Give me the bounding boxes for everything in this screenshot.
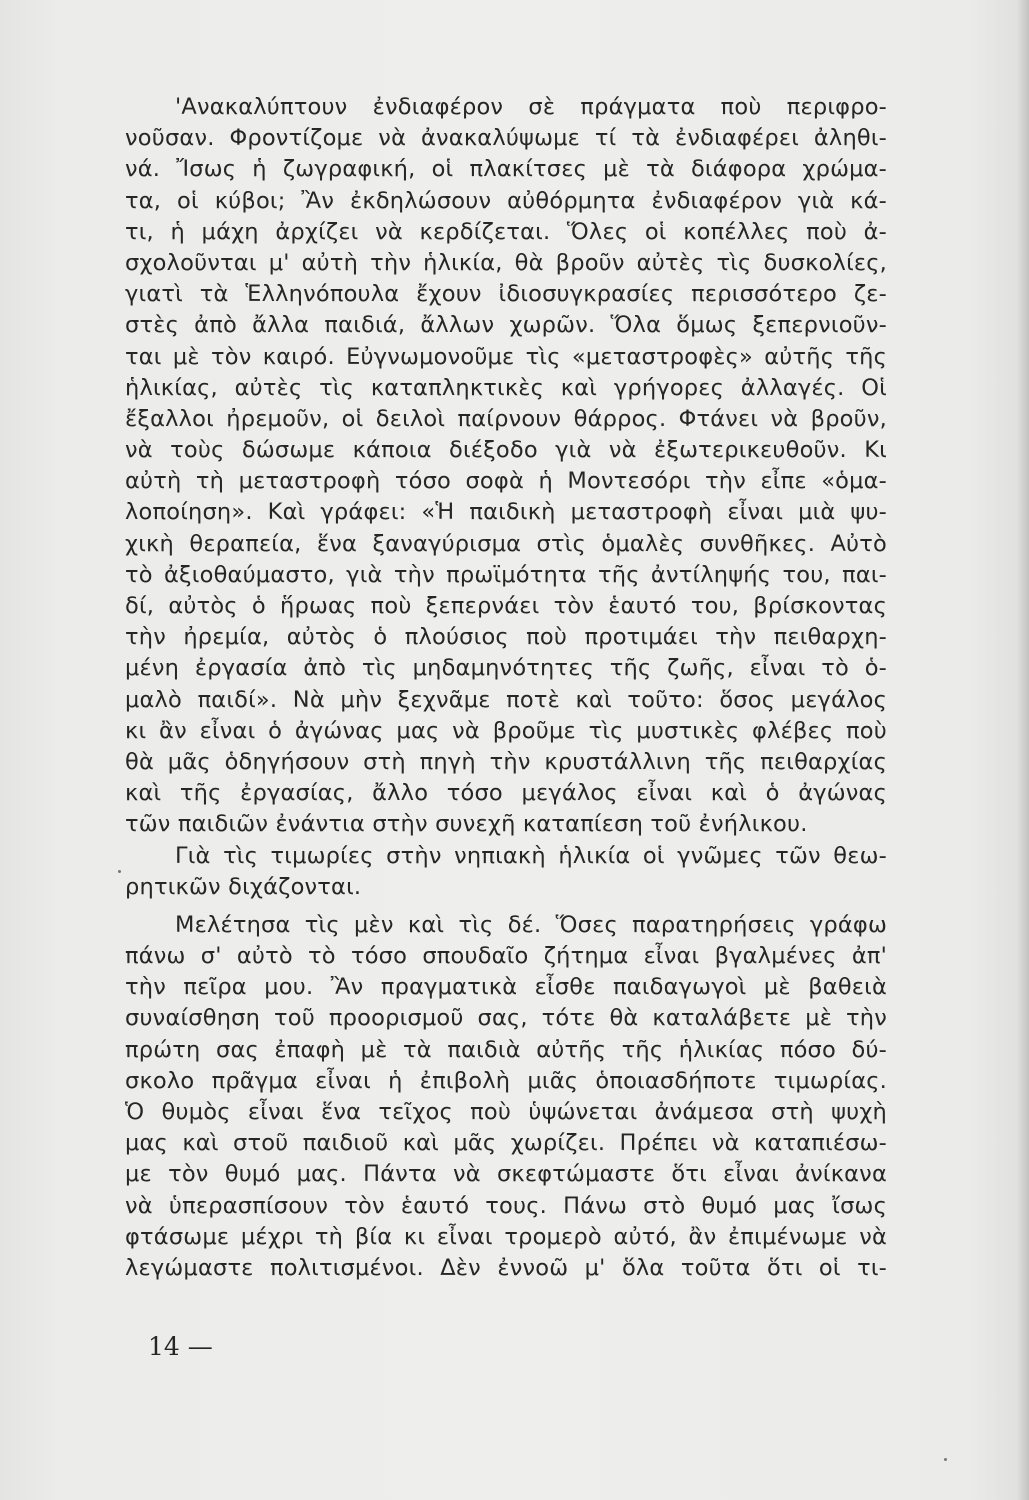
text-line: μαλὸ παιδί». Νὰ μὴν ξεχνᾶμε ποτὲ καὶ τοῦτο: ὅσος μεγάλος	[125, 686, 887, 713]
text-line: με τὸν θυμό μας. Πάντα νὰ σκεφτώμαστε ὅτι εἶναι ἀνίκανα	[125, 1161, 887, 1188]
text-line: Ὁ θυμὸς εἶναι ἕνα τεῖχος ποὺ ὑψώνεται ἀνάμεσα στὴ ψυχὴ	[125, 1099, 887, 1125]
text-line: ἔξαλλοι ἠρεμοῦν, οἱ δειλοὶ παίρνουν θάρρος. Φτάνει νὰ βροῦν,	[125, 405, 887, 432]
text-line: Γιὰ τὶς τιμωρίες στὴν νηπιακὴ ἡλικία οἱ γνῶμες τῶν θεω-	[175, 842, 887, 869]
text-line: καὶ τῆς ἐργασίας, ἄλλο τόσο μεγάλος εἶναι καὶ ὁ ἀγώνας	[125, 780, 887, 807]
text-line: μένη ἐργασία ἀπὸ τὶς μηδαμηνότητες τῆς ζωῆς, εἶναι τὸ ὁ-	[125, 655, 887, 682]
paragraph-3	[125, 910, 887, 1284]
paragraph-2	[125, 841, 887, 903]
text-line: φτάσωμε μέχρι τὴ βία κι εἶναι τρομερὸ αὐτό, ἂν ἐπιμένωμε νὰ	[125, 1223, 887, 1250]
text-line: πάνω σ' αὐτὸ τὸ τόσο σπουδαῖο ζήτημα εἶναι βγαλμένες ἀπ'	[125, 943, 887, 970]
text-line: συναίσθηση τοῦ προορισμοῦ σας, τότε θὰ καταλάβετε μὲ τὴν	[125, 1005, 887, 1032]
text-line: σχολοῦνται μ' αὐτὴ τὴν ἡλικία, θὰ βροῦν αὐτὲς τὶς δυσκολίες,	[125, 249, 887, 276]
paragraph-1	[125, 92, 887, 841]
text-line: χικὴ θεραπεία, ἕνα ξαναγύρισμα στὶς ὁμαλὲς συνθῆκες. Αὐτὸ	[125, 530, 887, 557]
text-line: Μελέτησα τὶς μὲν καὶ τὶς δέ. Ὅσες παρατηρήσεις γράφω	[175, 911, 887, 938]
text-line: τὸ ἀξιοθαύμαστο, γιὰ τὴν πρωϊμότητα τῆς ἀντίληψής του, παι-	[125, 561, 887, 588]
text-line: νὰ ὑπερασπίσουν τὸν ἑαυτό τους. Πάνω στὸ θυμό μας ἴσως	[125, 1192, 887, 1219]
text-line: τι, ἡ μάχη ἀρχίζει νὰ κερδίζεται. Ὅλες οἱ κοπέλλες ποὺ ἀ-	[125, 218, 887, 245]
text-line: θὰ μᾶς ὁδηγήσουν στὴ πηγὴ τὴν κρυστάλλινη τῆς πειθαρχίας	[125, 748, 887, 775]
text-line: αὐτὴ τὴ μεταστροφὴ τόσο σοφὰ ἡ Μοντεσόρι τὴν εἶπε «ὁμα-	[125, 468, 887, 495]
text-line: πρώτη σας ἐπαφὴ μὲ τὰ παιδιὰ αὐτῆς τῆς ἡλικίας πόσο δύ-	[125, 1036, 887, 1063]
body-text	[125, 92, 887, 1284]
text-line: σκολο πρᾶγμα εἶναι ἡ ἐπιβολὴ μιᾶς ὁποιασδήποτε τιμωρίας.	[125, 1067, 887, 1094]
text-line: λεγώμαστε πολιτισμένοι. Δὲν ἐννοῶ μ' ὅλα τοῦτα ὅτι οἱ τι-	[125, 1254, 887, 1281]
text-line: δί, αὐτὸς ὁ ἥρωας ποὺ ξεπερνάει τὸν ἑαυτό του, βρίσκοντας	[125, 593, 887, 619]
page-number: 14 —	[148, 1332, 213, 1361]
text-line: τῶν παιδιῶν ἐνάντια στὴν συνεχῆ καταπίεση τοῦ ἐνήλικου.	[125, 811, 808, 838]
text-line: στὲς ἀπὸ ἄλλα παιδιά, ἄλλων χωρῶν. Ὅλα ὅμως ξεπερνιοῦν-	[125, 312, 887, 339]
text-line: ἡλικίας, αὐτὲς τὶς καταπληκτικὲς καὶ γρήγορες ἀλλαγές. Οἱ	[125, 374, 887, 401]
text-line: νοῦσαν. Φροντίζομε νὰ ἀνακαλύψωμε τί τὰ ἐνδιαφέρει ἀληθι-	[125, 125, 887, 152]
text-line: τὴν πεῖρα μου. Ἂν πραγματικὰ εἶσθε παιδαγωγοὶ μὲ βαθειὰ	[125, 974, 887, 1001]
text-line: 'Ανακαλύπτουν ἐνδιαφέρον σὲ πράγματα ποὺ περιφρο-	[175, 94, 887, 120]
text-line: ρητικῶν διχάζονται.	[125, 873, 362, 900]
text-line: νά. Ἴσως ἡ ζωγραφική, οἱ πλακίτσες μὲ τὰ διάφορα χρώμα-	[125, 156, 887, 183]
paper-speck	[944, 1458, 947, 1461]
text-line: νὰ τοὺς δώσωμε κάποια διέξοδο γιὰ νὰ ἐξωτερικευθοῦν. Κι	[125, 437, 887, 464]
text-line: τα, οἱ κύβοι; Ἂν ἐκδηλώσουν αὐθόρμητα ἐνδιαφέρον γιὰ κά-	[125, 187, 887, 214]
page-edge-shadow	[1017, 0, 1029, 1500]
text-line: κι ἂν εἶναι ὁ ἀγώνας μας νὰ βροῦμε τὶς μυστικὲς φλέβες ποὺ	[125, 717, 887, 744]
paper-speck	[118, 870, 121, 873]
text-line: τὴν ἠρεμία, αὐτὸς ὁ πλούσιος ποὺ προτιμάει τὴν πειθαρχη-	[125, 624, 887, 651]
text-line: λοποίηση». Καὶ γράφει: «Ἡ παιδικὴ μεταστροφὴ εἶναι μιὰ ψυ-	[125, 499, 887, 526]
text-line: μας καὶ στοῦ παιδιοῦ καὶ μᾶς χωρίζει. Πρέπει νὰ καταπιέσω-	[125, 1130, 887, 1157]
text-line: ται μὲ τὸν καιρό. Εὐγνωμονοῦμε τὶς «μεταστροφὲς» αὐτῆς τῆς	[125, 343, 887, 370]
text-line: γιατὶ τὰ Ἑλληνόπουλα ἔχουν ἰδιοσυγκρασίες περισσότερο ζε-	[125, 281, 887, 308]
